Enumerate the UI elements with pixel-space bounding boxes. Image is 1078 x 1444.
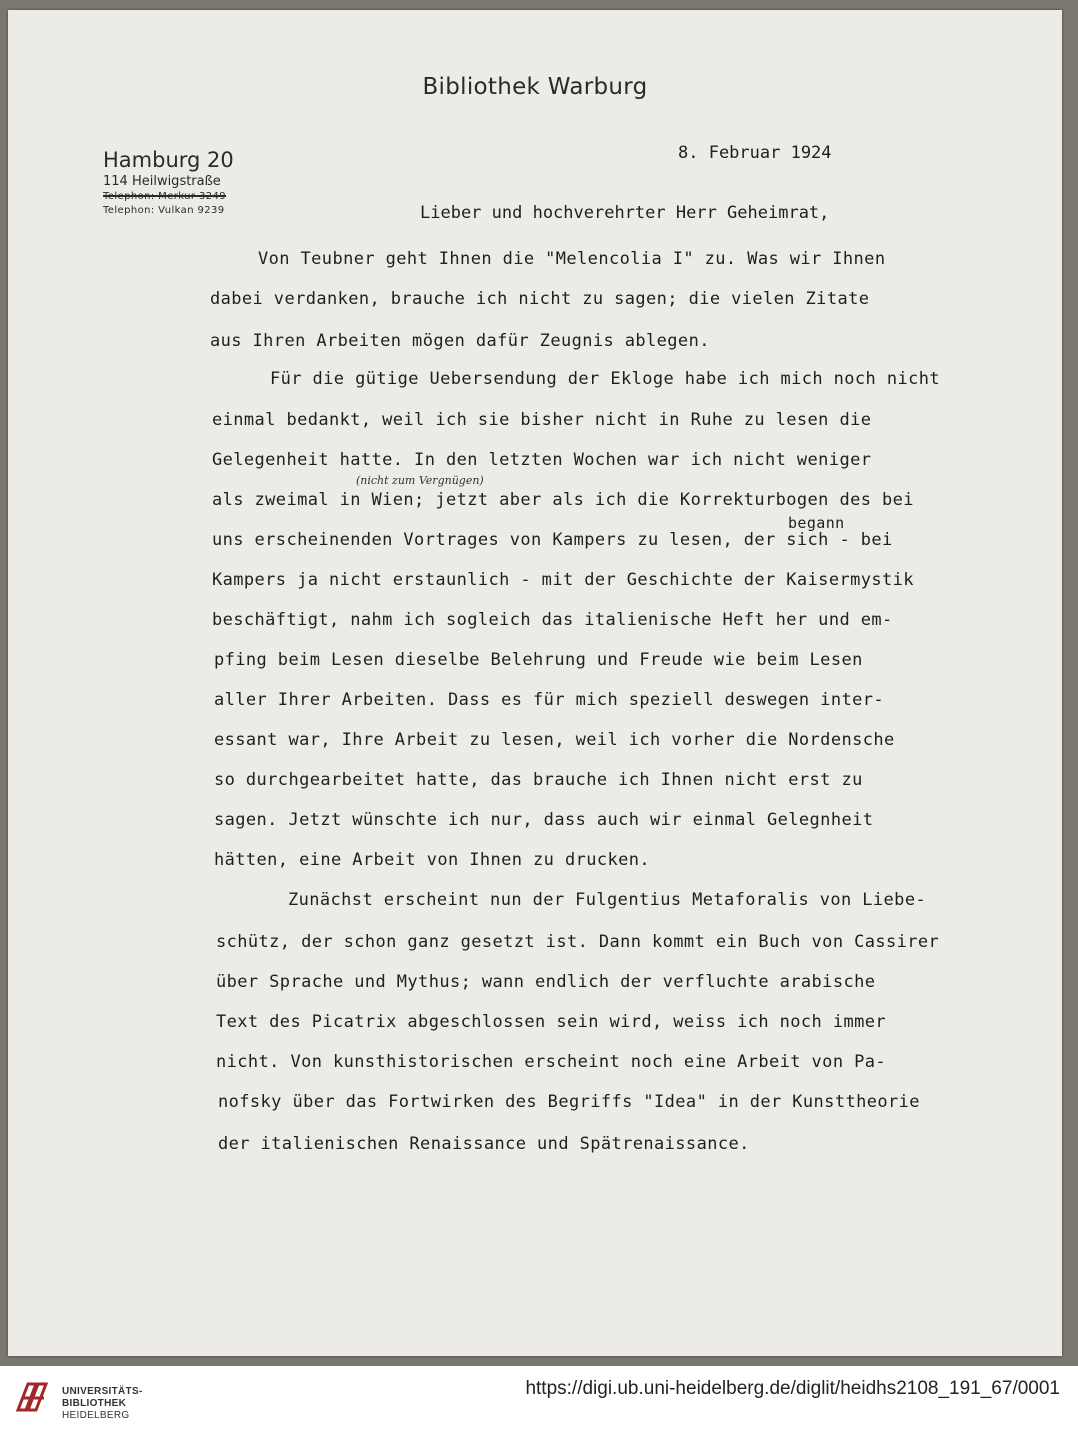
sender-city: Hamburg 20 [103, 148, 234, 172]
body-line: so durchgearbeitet hatte, das brauche ich Ihnen nicht erst zu [214, 770, 863, 790]
library-name-line: HEIDELBERG [62, 1410, 130, 1421]
sender-old-phone: Telephon: Merkur 3249 [103, 191, 227, 202]
body-line: Zunächst erscheint nun der Fulgentius Metaforalis von Liebe- [288, 890, 927, 910]
library-name [62, 1386, 143, 1422]
library-logo-strokes [18, 1384, 46, 1410]
body-line: Gelegenheit hatte. In den letzten Wochen war ich nicht weniger [212, 450, 872, 470]
body-line: als zweimal in Wien; jetzt aber als ich die Korrekturbogen des bei [212, 490, 914, 510]
salutation: Lieber und hochverehrter Herr Geheimrat, [420, 203, 830, 223]
handwritten-insert: (nicht zum Vergnügen) [356, 474, 484, 487]
library-logo-icon [14, 1376, 54, 1416]
body-line: nofsky über das Fortwirken des Begriffs "Idea" in der Kunsttheorie [218, 1092, 920, 1112]
body-line: essant war, Ihre Arbeit zu lesen, weil ich vorher die Nordensche [214, 730, 895, 750]
body-line: aller Ihrer Arbeiten. Dass es für mich speziell deswegen inter- [214, 690, 884, 710]
letter-date: 8. Februar 1924 [678, 143, 832, 163]
letterhead-title: Bibliothek Warburg [422, 74, 648, 100]
sender-phone: Telephon: Vulkan 9239 [103, 205, 225, 216]
permalink-url[interactable]: https://digi.ub.uni-heidelberg.de/diglit/heidhs2108_191_67/0001 [525, 1378, 1060, 1399]
body-line: aus Ihren Arbeiten mögen dafür Zeugnis ablegen. [210, 331, 710, 351]
body-line: dabei verdanken, brauche ich nicht zu sagen; die vielen Zitate [210, 289, 870, 309]
body-line: der italienischen Renaissance und Spätrenaissance. [218, 1134, 750, 1154]
body-line: hätten, eine Arbeit von Ihnen zu drucken. [214, 850, 651, 870]
body-line: Kampers ja nicht erstaunlich - mit der Geschichte der Kaisermystik [212, 570, 914, 590]
body-line: nicht. Von kunsthistorischen erscheint noch eine Arbeit von Pa- [216, 1052, 886, 1072]
body-line: einmal bedankt, weil ich sie bisher nicht in Ruhe zu lesen die [212, 410, 872, 430]
library-name-line: BIBLIOTHEK [62, 1398, 127, 1409]
body-line: uns erscheinenden Vortrages von Kampers zu lesen, der sich - bei [212, 530, 893, 550]
library-name-line: UNIVERSITÄTS- [62, 1386, 143, 1397]
body-line: sagen. Jetzt wünschte ich nur, dass auch wir einmal Gelegnheit [214, 810, 874, 830]
body-line: Text des Picatrix abgeschlossen sein wird, weiss ich noch immer [216, 1012, 886, 1032]
body-line: Für die gütige Uebersendung der Ekloge habe ich mich noch nicht [270, 369, 940, 389]
body-line: beschäftigt, nahm ich sogleich das italienische Heft her und em- [212, 610, 893, 630]
body-line: schütz, der schon ganz gesetzt ist. Dann kommt ein Buch von Cassirer [216, 932, 940, 952]
typed-insert: begann [788, 514, 845, 532]
body-line: pfing beim Lesen dieselbe Belehrung und Freude wie beim Lesen [214, 650, 863, 670]
body-line: über Sprache und Mythus; wann endlich der verfluchte arabische [216, 972, 876, 992]
body-line: Von Teubner geht Ihnen die "Melencolia I" zu. Was wir Ihnen [258, 249, 886, 269]
sender-street: 114 Heilwigstraße [103, 174, 221, 189]
viewer-footer [0, 1366, 1078, 1444]
